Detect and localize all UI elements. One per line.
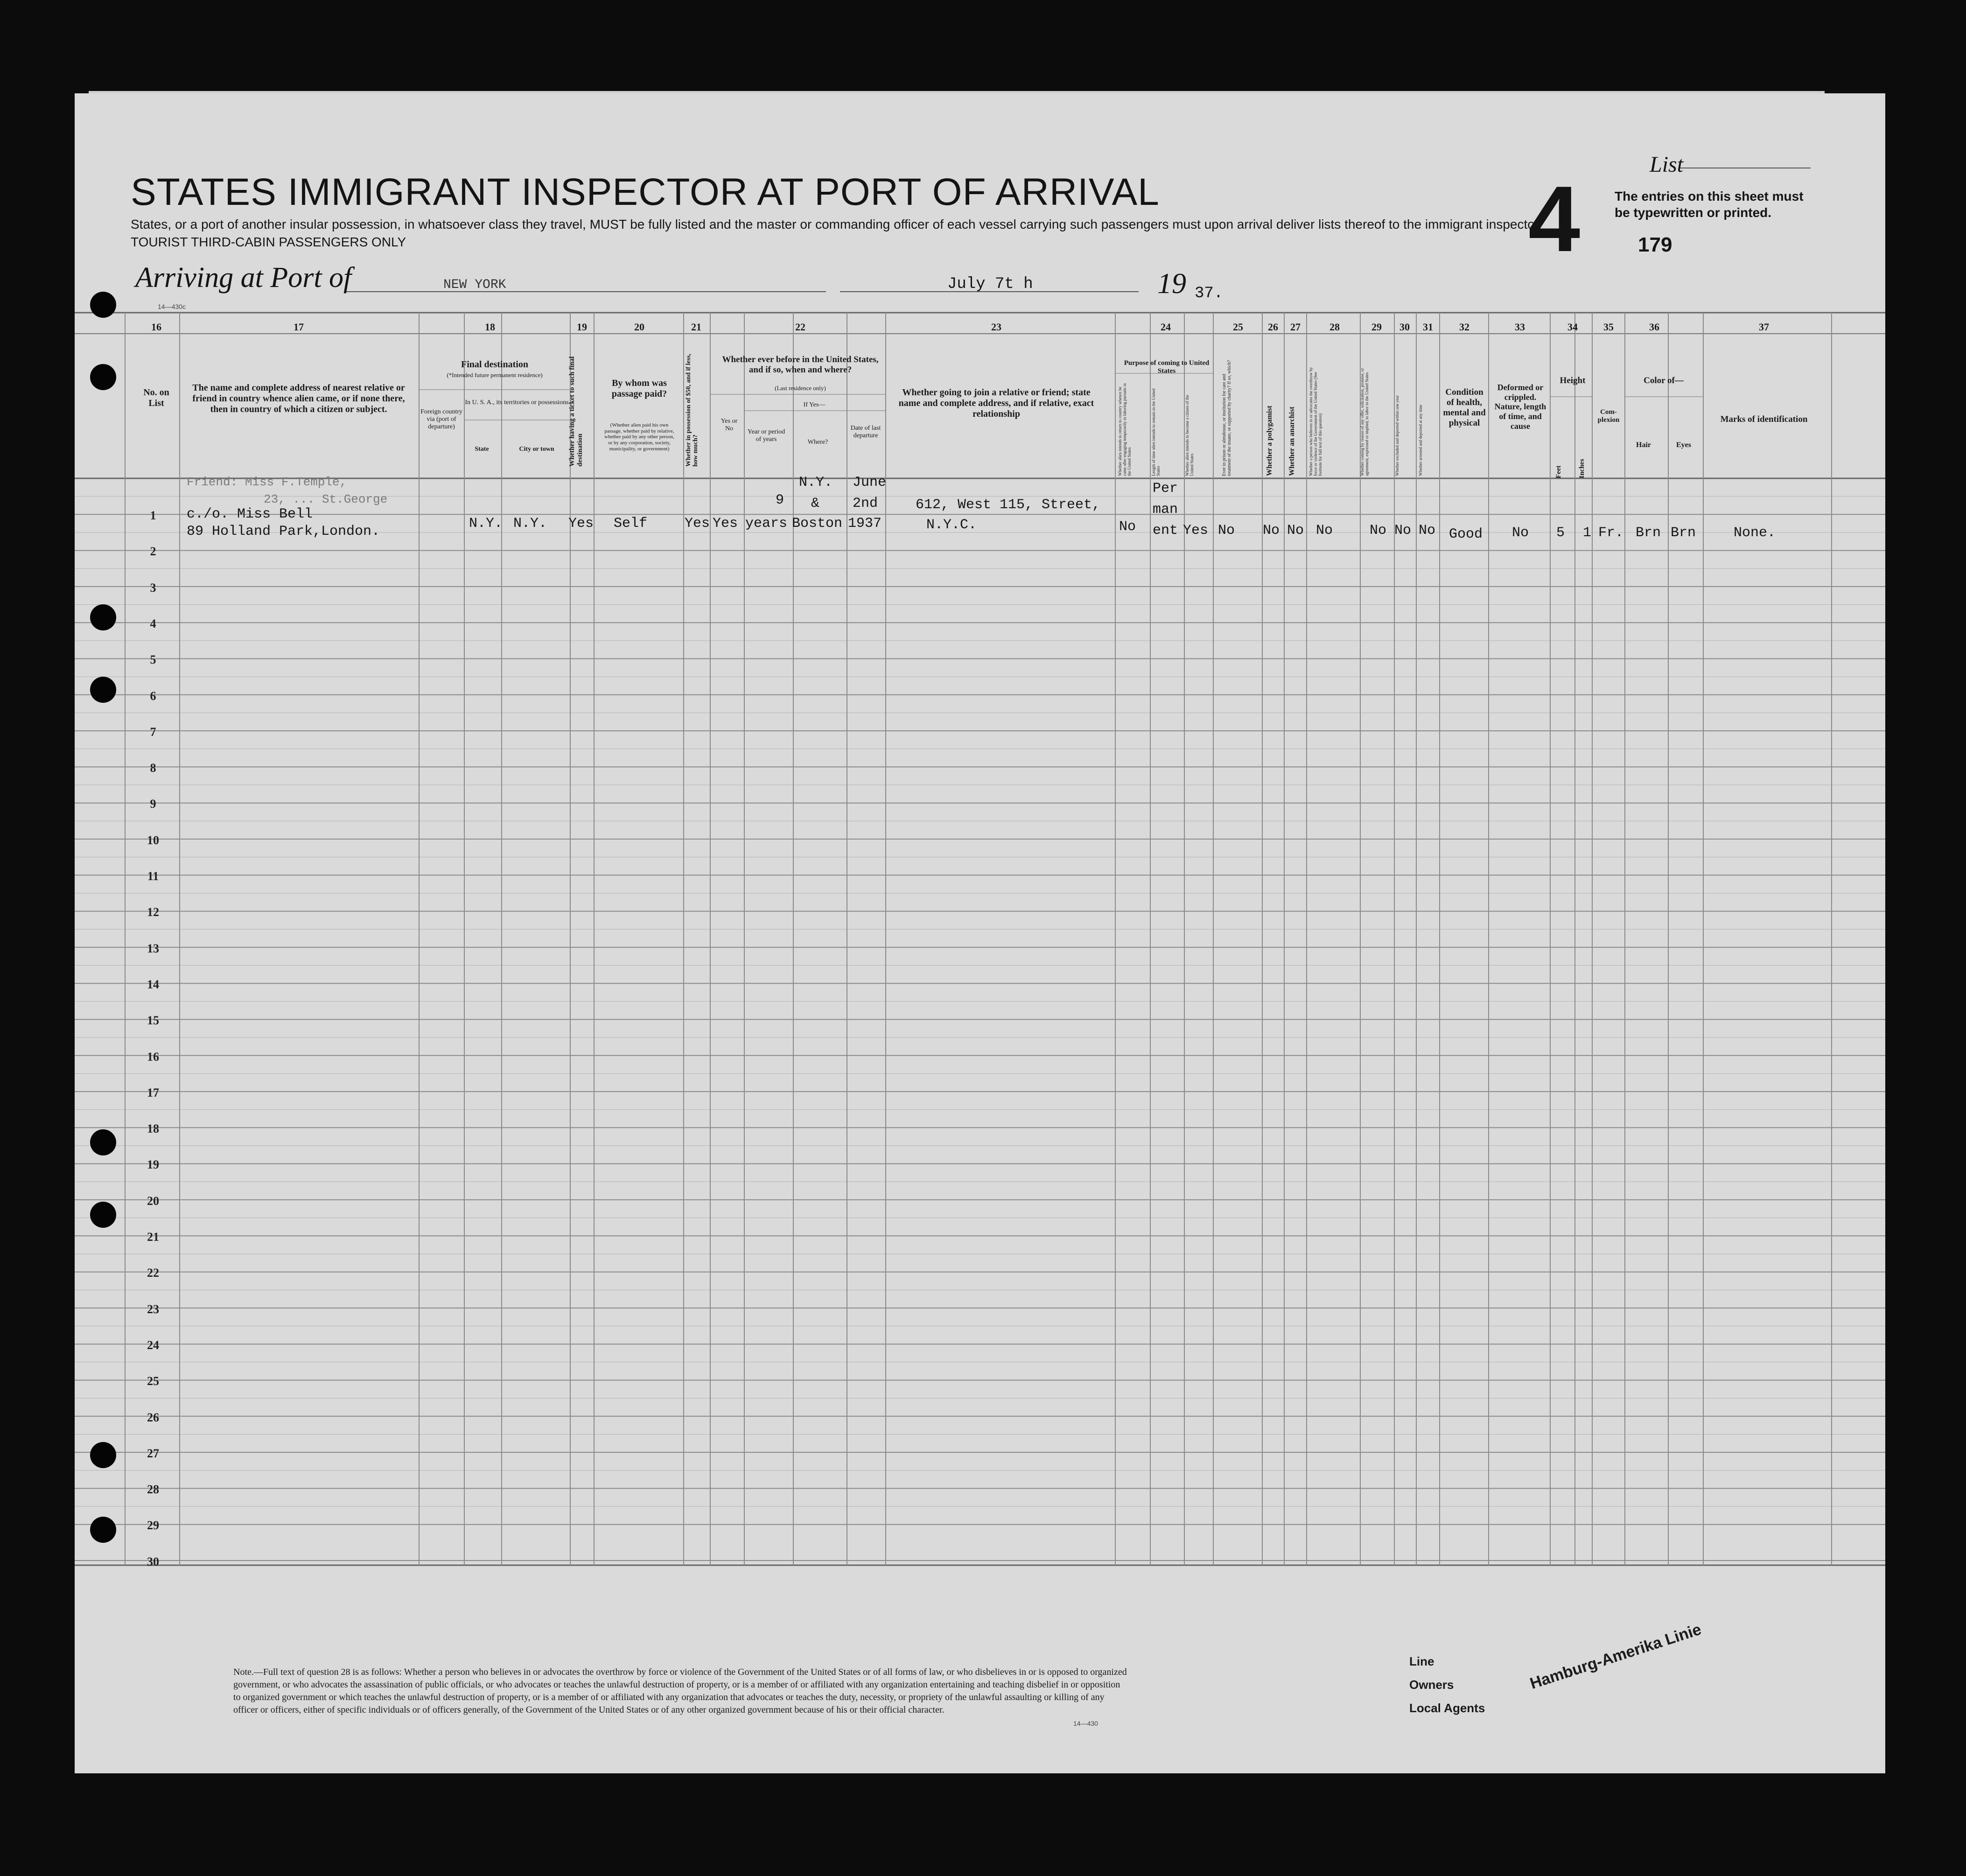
year-suffix: 37. (1195, 285, 1224, 302)
header-feet: Feet (1555, 465, 1562, 478)
row-number: 17 (147, 1085, 159, 1099)
row-number: 11 (147, 869, 159, 883)
row-number: 16 (147, 1050, 159, 1064)
years-line2: years (745, 516, 788, 532)
form-number: 14—430c (158, 303, 186, 310)
relative-line2: 89 Holland Park,London. (187, 524, 380, 539)
row-number: 9 (150, 797, 156, 811)
header-in-usa: In U. S. A., its territories or possessions (465, 399, 569, 406)
row-number: 20 (147, 1194, 159, 1208)
colnum-24: 24 (1161, 321, 1171, 333)
row-number: 22 (147, 1266, 159, 1280)
port-label: Arriving at Port of (135, 262, 352, 294)
row-number: 14 (147, 977, 159, 991)
row-number: 7 (150, 725, 156, 739)
list-label: List (1650, 152, 1684, 177)
punch-hole (90, 1442, 116, 1468)
colnum-32: 32 (1459, 321, 1469, 333)
colnum-25: 25 (1233, 321, 1243, 333)
row-number: 10 (147, 833, 159, 847)
row-number: 21 (147, 1230, 159, 1244)
punch-hole (90, 604, 116, 630)
punch-hole (90, 1202, 116, 1228)
where-line2: & (811, 496, 820, 511)
row-number: 1 (150, 509, 156, 522)
header-state: State (475, 446, 489, 453)
years-line1: 9 (776, 492, 784, 508)
purpose-length-line1: Per (1153, 481, 1178, 497)
colnum-31: 31 (1423, 321, 1433, 333)
header-hair: Hair (1636, 441, 1651, 449)
colnum-30: 30 (1399, 321, 1410, 333)
hair-value: Brn (1636, 525, 1661, 541)
header-prison: Ever in prison or almshouse, or institution for care and treatment of the insane, or supported by charity? If so, which? (1222, 360, 1232, 476)
instruction-note-line1: The entries on this sheet must (1615, 189, 1804, 203)
colnum-27: 27 (1290, 321, 1301, 333)
header-final-destination-note: (*Intended future permanent residence) (447, 371, 543, 378)
overthrow-value: No (1316, 523, 1333, 539)
where-line1: N.Y. (799, 475, 833, 490)
header-where: Where? (807, 439, 828, 446)
colnum-21: 21 (691, 321, 701, 333)
colnum-37: 37 (1759, 321, 1769, 333)
header-purpose-citizen: Whether alien intends to become a citizen of the United States (1185, 395, 1194, 476)
header-purpose-length: Length of time alien intends to remain in the United States (1151, 388, 1161, 476)
header-purpose: Purpose of coming to United States (1124, 359, 1210, 375)
row-number: 19 (147, 1158, 159, 1172)
row-number: 15 (147, 1014, 159, 1028)
header-anarchist: Whether an anarchist (1288, 406, 1296, 476)
header-last-departure: Date of last departure (850, 425, 881, 440)
relative-line1: c./o. Miss Bell (187, 506, 313, 522)
header-purpose-return: Whether alien intends to return to country whence he came after engaging temporarily in laboring pursuits in the United States (1118, 383, 1132, 476)
sheet-number: 179 (1638, 233, 1672, 256)
colnum-19: 19 (577, 321, 587, 333)
colnum-34: 34 (1567, 321, 1578, 333)
marks-value: None. (1734, 525, 1776, 541)
header-inches: Inches (1578, 459, 1586, 478)
year-prefix: 19 (1157, 268, 1186, 300)
paid-by-value: Self (614, 516, 648, 532)
punch-hole (90, 292, 116, 318)
header-relative-address: The name and complete address of nearest relative or friend in country whence alien came, or if none there, then in country of which a citizen or subject. (192, 383, 405, 414)
prison-value: No (1218, 523, 1235, 539)
header-fifty-dollars: Whether in possession of $50, and if less, how much? (685, 353, 700, 467)
colnum-22: 22 (795, 321, 805, 333)
departure-line2: 2nd (853, 496, 878, 511)
colnum-23: 23 (991, 321, 1001, 333)
polygamist-value: No (1263, 523, 1280, 539)
punch-hole (90, 364, 116, 390)
header-yes-no: Yes or No (721, 418, 738, 433)
header-marks: Marks of identification (1720, 414, 1808, 424)
arrested-value: No (1419, 523, 1436, 539)
anarchist-value: No (1287, 523, 1304, 539)
colnum-28: 28 (1329, 321, 1340, 333)
row-number: 26 (147, 1410, 159, 1424)
header-health: Condition of health, mental and physical (1443, 387, 1486, 428)
labor-offer-value: No (1370, 523, 1387, 539)
feet-value: 5 (1556, 525, 1565, 541)
port-value: NEW YORK (443, 278, 506, 292)
header-complexion: Com-plexion (1597, 408, 1620, 424)
header-foreign-country: Foreign country via (port of departure) (420, 408, 462, 431)
row-number: 2 (150, 545, 156, 559)
dest-state: N.Y. (469, 516, 503, 532)
arrival-date: July 7t h (947, 275, 1033, 293)
row-number: 30 (147, 1554, 159, 1568)
purpose-length-line2: man (1153, 502, 1178, 518)
header-excluded: Whether excluded and deported within one year (1395, 395, 1399, 476)
relative-line0: Friend: Miss F.Temple, (187, 475, 347, 489)
deformed-value: No (1512, 525, 1529, 541)
row-number: 5 (150, 653, 156, 667)
row-number: 23 (147, 1302, 159, 1316)
header-join-relative: Whether going to join a relative or friend; state name and complete address, and if relative, exact relationship (898, 387, 1094, 419)
money-value: Yes (685, 516, 710, 532)
header-passage-paid: By whom was passage paid? (611, 378, 667, 399)
purpose-citizen-value: Yes (1183, 523, 1209, 539)
complexion-value: Fr. (1598, 525, 1624, 541)
where-line3: Boston (792, 516, 843, 532)
header-ticket: Whether having a ticket to such final destination (568, 356, 584, 467)
header-before-in-us: Whether ever before in the United States, and if so, when and where? (722, 355, 879, 375)
header-years: Year or period of years (747, 428, 785, 443)
header-deformed: Deformed or crippled. Nature, length of time, and cause (1494, 383, 1546, 431)
colnum-26: 26 (1268, 321, 1278, 333)
header-polygamist: Whether a polygamist (1266, 406, 1273, 476)
header-city: City or town (519, 446, 554, 453)
header-color-of: Color of— (1644, 376, 1684, 385)
row-number: 24 (147, 1338, 159, 1352)
inches-value: 1 (1583, 525, 1592, 541)
punch-hole (90, 1129, 116, 1155)
list-number: 4 (1528, 167, 1581, 271)
ticket-value: Yes (568, 516, 594, 532)
departure-line1: June (853, 475, 887, 490)
header-final-destination: Final destination (461, 359, 528, 370)
row-number: 28 (147, 1483, 159, 1497)
row-number: 4 (150, 616, 156, 630)
row-number: 12 (147, 905, 159, 919)
row-number: 25 (147, 1374, 159, 1388)
join-line2: N.Y.C. (926, 517, 977, 533)
owners-label: Owners (1409, 1678, 1454, 1692)
header-passage-paid-note: (Whether alien paid his own passage, whether paid by relative, whether paid by any other person, or by any corporation, society, municipality, or government) (604, 422, 674, 452)
header-last-residence: (Last residence only) (775, 385, 826, 392)
header-if-yes: If Yes— (803, 401, 826, 408)
header-eyes: Eyes (1676, 441, 1691, 449)
eyes-value: Brn (1671, 525, 1696, 541)
footer-form-number: 14—430 (1073, 1720, 1098, 1727)
relative-line0b: 23, ... St.George (264, 492, 388, 506)
header-arrested: Whether arrested and deported at any time (1418, 405, 1423, 476)
header-height: Height (1560, 376, 1586, 385)
header-overthrow: Whether a person who believes in or advocates the overthrow by force or violence of the Government of the United States (See footnote for full text of this question) (1308, 367, 1322, 476)
row-number: 3 (150, 581, 156, 595)
form-subtitle-line1: States, or a port of another insular possession, in whatsoever class they travel, MUST be fully listed and the master or commanding officer of each vessel carrying such passengers must upon arrival deliver lists thereof to the immigrant inspector (131, 217, 1539, 231)
join-line1: 612, West 115, Street, (916, 497, 1101, 513)
colnum-36: 36 (1649, 321, 1659, 333)
row-number: 13 (147, 941, 159, 955)
purpose-return-value: No (1119, 519, 1136, 535)
row-number: 27 (147, 1446, 159, 1460)
header-labor-offer: Whether coming by reason of any offer, solicitation, promise, or agreement, expressed or implied, to labor in the United States (1360, 368, 1369, 476)
punch-hole (90, 677, 116, 703)
local-agents-label: Local Agents (1409, 1701, 1485, 1715)
footnote-question-28: Note.—Full text of question 28 is as follows: Whether a person who believes in or advocates the overthrow by force or violence of the Government of the United States or of all forms of law, or who disbelieves in or is opposed to organized government, or who advocates the assassination of public officials, or who advocates or teaches the unlawful destruction of property, or is a member of or affiliated with any organization entertaining and teaching disbelief in or opposition to organized government or which teaches the unlawful destruction of property, or is a member of or affiliated with any organization that advocates or teaches the duty, necessity, or propriety of the unlawful assaulting or killing of any officer or officers, either of specific individuals or of officers generally, of the Government of the United States or of any other organized government because of his or their official character. (233, 1667, 1127, 1715)
shipping-line-stamp: Hamburg-Amerika Linie (1527, 1620, 1704, 1693)
form-title: STATES IMMIGRANT INSPECTOR AT PORT OF ARRIVAL (131, 171, 1160, 213)
line-label: Line (1409, 1654, 1434, 1668)
colnum-35: 35 (1603, 321, 1614, 333)
colnum-20: 20 (634, 321, 644, 333)
purpose-length-line3: ent (1153, 523, 1178, 539)
row-number: 6 (150, 689, 156, 703)
colnum-17: 17 (294, 321, 304, 333)
dest-city: N.Y. (513, 516, 547, 532)
colnum-33: 33 (1515, 321, 1525, 333)
row-number: 29 (147, 1519, 159, 1533)
colnum-29: 29 (1371, 321, 1382, 333)
instruction-note-line2: be typewritten or printed. (1615, 205, 1772, 220)
health-value: Good (1449, 526, 1483, 542)
header-no-on-list: No. on List (143, 387, 169, 408)
departure-line3: 1937 (848, 516, 882, 532)
colnum-16: 16 (151, 321, 161, 333)
row-number: 8 (150, 761, 156, 775)
row-number: 18 (147, 1122, 159, 1136)
before-yes-no: Yes (713, 516, 738, 532)
excluded-value: No (1394, 523, 1412, 539)
punch-hole (90, 1517, 116, 1543)
form-subtitle-line2: TOURIST THIRD-CABIN PASSENGERS ONLY (131, 235, 406, 249)
colnum-18: 18 (485, 321, 495, 333)
